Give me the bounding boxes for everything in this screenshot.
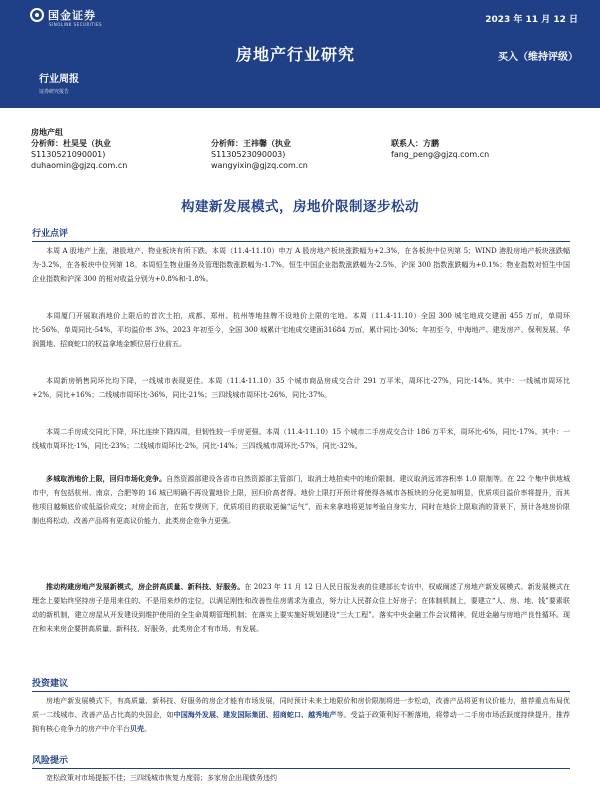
analyst-1-email[interactable]: duhaomin@gjzq.com.cn — [31, 161, 128, 170]
investment-text-b: 等。受益于政策利好不断落地，将带动一二手房市场活跃度持续提升，推荐拥有核心竞争力的房产中介平台 — [32, 711, 571, 733]
paragraph-new-home: 本周新房销售同环比均下降，一线城市表现更佳。本周（11.4-11.10）35 个城市商品房成交合计 291 万平米，周环比-27%，同比-14%。其中：一线城市周环比+2%，同比+16%；二线城市周环比-36%，同比-21%；三四线城市周环比-26%，同比-37%。 — [32, 377, 570, 399]
report-date: 2023 年 11 月 12 日 — [485, 15, 578, 25]
paragraph-market: 本周 A 股地产上涨，港股地产、物业板块有所下跌。本周（11.4-11.10）申万 A 股房地产板块涨跌幅为+2.3%，在各板块中位列第 5；WIND 港股房地产板块涨跌幅为-3.2%，在各板块中位列第 18。本周恒生物业服务及管理指数涨跌幅为-1.7%，恒生中国企业指数涨跌幅为-2.5%，沪深 300 指数涨跌幅为+0.1%；物业指数对恒生中国企业指数和沪深 300 的相对收益分别为+0.8%和-1.8%。 — [32, 247, 570, 283]
paragraph-new-model — [32, 580, 570, 636]
contact — [391, 138, 489, 160]
paragraph-investment — [32, 694, 570, 736]
recommended-stocks: 中国海外发展、建发国际集团、招商蛇口、越秀地产 — [173, 711, 337, 719]
divider — [32, 691, 570, 692]
paragraph-new-model-lead: 推动构建房地产发展新模式，房企拼高质量、新科技、好服务。 — [46, 583, 245, 591]
analyst-1-id: S1130521090001) — [31, 150, 106, 159]
analyst-2-name: 分析师：王祎馨（执业 — [211, 139, 291, 148]
section-heading-risk: 风险提示 — [32, 756, 69, 766]
contact-email[interactable]: fang_peng@gjzq.com.cn — [391, 150, 490, 159]
rating-badge: 买入（维持评级） — [498, 52, 578, 63]
author-block — [31, 127, 571, 170]
analyst-1 — [31, 138, 127, 171]
report-type: 行业周报 — [39, 74, 79, 85]
analyst-2-id: S1130523090003) — [211, 150, 286, 159]
paragraph-land-price-body: 自然资源部建设各省市自然资源部主管部门，取消土地拍卖中的地价限制、建议取消远郊容积率 1.0 限制等。在 22 个集中供地城市中，有包括杭州、南京、合肥等的 16 城已明确不再设置地价上限，回归价高者得。地价上限打开预计将使得各城市各板块的分化更加明显，优质项目溢价率将提升，而其他项目越频底价或低溢价成交；对房企而言，在拓专规则下，优质项目的获取更偏“运气”，而未来拿地将更加考验自身实力，同时在地价上限取消的背景下，预计各地房价限制也将松动，改善产品将有更高议价能力，此类房企竞争力更强。 — [32, 475, 570, 525]
paragraph-second-hand: 本周二手房成交同比下降，环比连续下降四周，但韧性较一手房更强。本周（11.4-11.10）15 个城市二手房成交合计 186 万平米，周环比-6%，同比-17%。其中：一线城市周环比-1%，同比-23%；二线城市周环比-2%，同比-14%；三四线城市周环比-57%，同比-32%。 — [32, 428, 570, 450]
team-name: 房地产组 — [31, 128, 63, 137]
main-headline: 构建新发展模式，房地价限制逐步松动 — [181, 199, 419, 215]
logo-icon — [30, 8, 44, 22]
paragraph-new-model-body: 在 2023 年 11 月 12 日人民日报发表的住建部长专访中，权威阐述了房地产新发展模式。新发展模式在理念上要始终坚持房子是用来住的、不是用来炒的定位，以满足刚性和改善性住房需求为重点，努力让人民群众住上好房子；在体制机制上，要建立“人、房、地、钱”要素联动的新机制，建立房屋从开发建设到维护使用的全生命周期管理机制；在落实上要实施好规划建设“三大工程”。落实中央金融工作会议精神，促进金融与房地产良性循环。现在和未来房企要拼高质量、新科技、好服务，此类房企才有市场、有发展。 — [32, 583, 570, 633]
report-title: 房地产行业研究 — [236, 45, 356, 64]
section-heading-review: 行业点评 — [32, 229, 69, 239]
contact-name: 联系人：方鹏 — [391, 139, 439, 148]
analyst-2-email[interactable]: wangyixin@gjzq.com.cn — [211, 161, 308, 170]
logo-subtext: SINOLINK SECURITIES — [49, 22, 103, 27]
brand-logo — [30, 7, 96, 23]
recommended-platform: 贝壳 — [130, 725, 144, 733]
analyst-1-name: 分析师：杜昊旻（执业 — [31, 139, 111, 148]
divider — [32, 241, 570, 242]
investment-text-a: 房地产新发展模式下，有高质量、新科技、好服务的房企才能有市场发展，同时预计未来土地限价和房价限制将进一步松动，改善产品将更有议价能力，推荐重点布局优质一二线城市、改善产品占比高的央国企，如 — [32, 697, 570, 719]
section-heading-investment: 投资建议 — [32, 679, 69, 689]
investment-text-c: 。 — [144, 725, 151, 733]
paragraph-risk: 宽松政策对市场提振不佳；三四线城市恢复力度弱；多家房企出现债务违约 — [46, 774, 277, 782]
paragraph-land: 本周厦门开展取消地价上限后的首次土拍，成都、郑州、杭州等地挂牌不设地价上限的宅地。本周（11.4-11.10）全国 300 城宅地成交建面 455 万㎡，单周环比-56%，单周同比-54%，平均溢价率 3%。2023 年初至今，全国 300 城累计宅地成交建面31684 万㎡，累计同比-30%；年初至今，中海地产、建发房产、保利发展、华润置地、招商蛇口的权益拿地金额位居行业前五。 — [32, 312, 570, 348]
report-header — [0, 0, 600, 108]
paragraph-land-price — [32, 472, 570, 528]
paragraph-land-price-lead: 多城取消地价上限，回归市场化竞争。 — [46, 475, 167, 483]
logo-text: 国金证券 — [48, 9, 96, 22]
analyst-2 — [211, 138, 308, 171]
report-type-sub: 证券研究报告 — [39, 89, 70, 95]
divider — [32, 768, 570, 769]
